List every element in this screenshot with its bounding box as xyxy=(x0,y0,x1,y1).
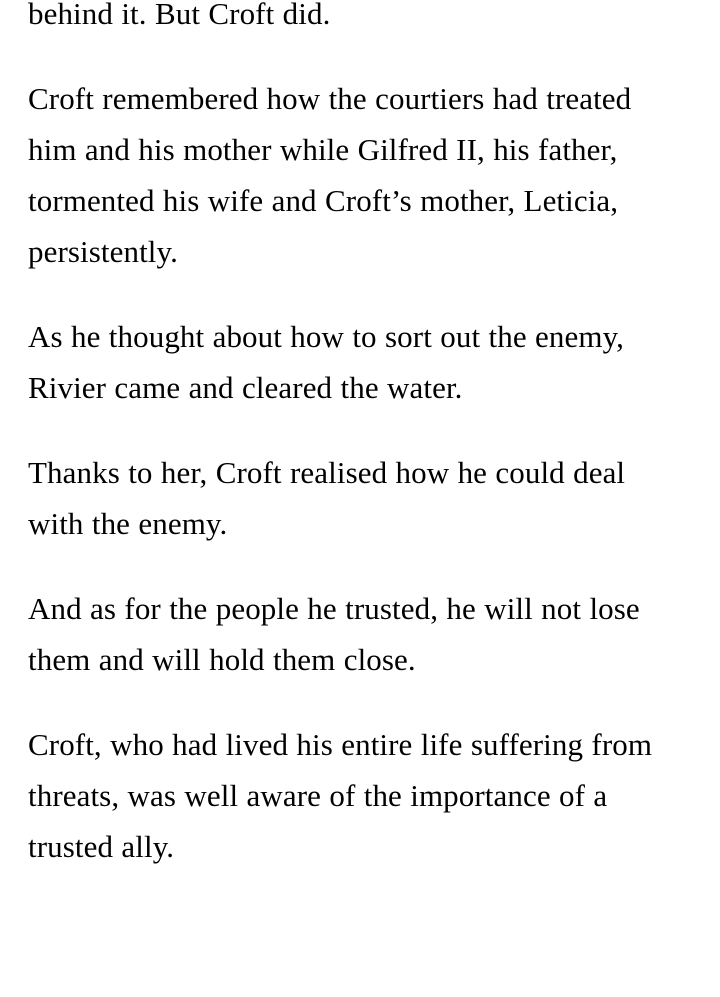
paragraph: Croft, who had lived his entire life suffering from threats, was well aware of the importance of a trusted ally. xyxy=(28,727,653,864)
reader-text-body xyxy=(28,0,688,872)
paragraph: And as for the people he trusted, he will not lose them and will hold them close. xyxy=(28,591,640,677)
paragraph: behind it. But Croft did. xyxy=(28,0,331,31)
paragraph: Thanks to her, Croft realised how he could deal with the enemy. xyxy=(28,455,626,541)
paragraph: Croft remembered how the courtiers had treated him and his mother while Gilfred II, his father, tormented his wife and Croft’s mother, Leticia, persistently. xyxy=(28,81,632,269)
paragraph: As he thought about how to sort out the enemy, Rivier came and cleared the water. xyxy=(28,319,625,405)
